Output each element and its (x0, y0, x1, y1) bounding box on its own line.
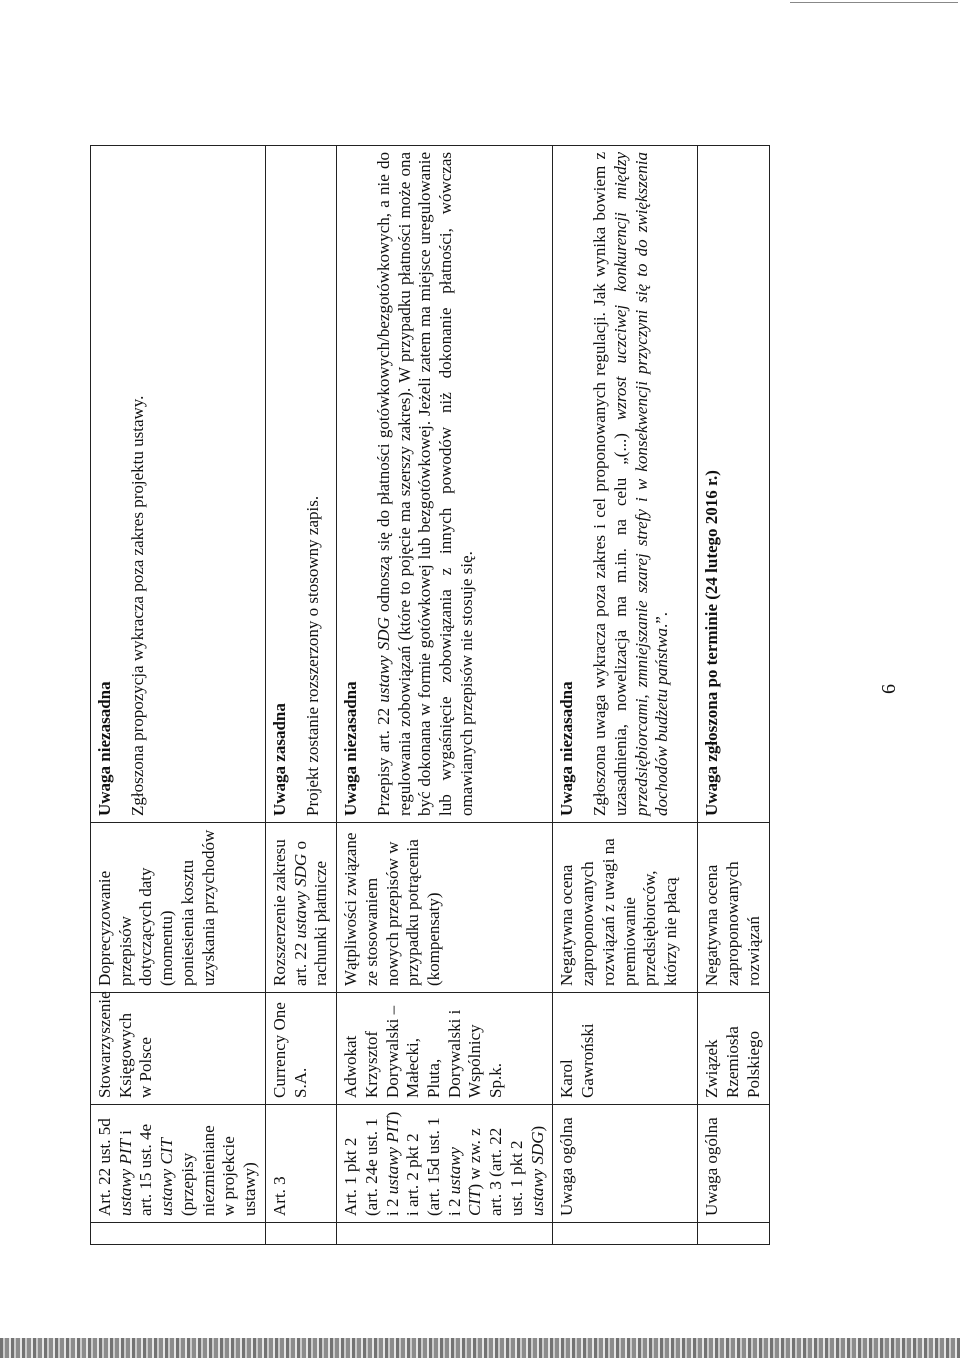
submitter-cell: Karol Gawroński (553, 993, 698, 1105)
scan-edge-line (790, 2, 958, 3)
text-fragment: ) (527, 1125, 547, 1132)
response-text (128, 396, 147, 816)
response-heading: Uwaga niezasadna (341, 681, 361, 816)
text-fragment: ustawy CIT (444, 1147, 485, 1216)
table-row (337, 146, 553, 1245)
text-fragment: ustawy PIT (382, 1117, 402, 1195)
text-fragment: i art. 15 ust. 4e (115, 1123, 156, 1216)
response-heading: Uwaga zgłoszona po terminie (24 lutego 2016 r.) (702, 470, 722, 816)
remark-cell: Negatywna ocena zaproponowanych rozwiązań z uwagi na premiowanie przedsiębiorców, którzy nie płacą (553, 823, 698, 993)
submitter-cell: Currency One S.A. (265, 993, 336, 1105)
text-fragment: ustawy SDG (527, 1131, 547, 1216)
row-number-cell (91, 1223, 266, 1245)
text-fragment: odnoszą się do płatności gotówkowych/bezgotówkowych, a nie do regulowania zobowiązań (które to pojęcie ma szerszy zakres). W przypadku płatności może ona być dokonana w formie gotówkowej lub bezgotówkowej. Jeżeli zatem ma miejsce uregulowanie lub wygaśnięcie zobowiązania z innych powodów niż dokonanie płatności, wówczas omawianych przepisów nie stosuje się. (373, 152, 476, 816)
text-fragment: Przepisy art. 22 (373, 702, 393, 816)
text-fragment: ustawy SDG (373, 617, 393, 703)
response-cell (265, 146, 336, 823)
response-heading: Uwaga niezasadna (557, 681, 577, 816)
remark-cell: Doprecyzowanie przepisów dotyczących daty (momentu) poniesienia kosztu uzyskania przychodów (91, 823, 266, 993)
rotated-table-container (90, 145, 763, 1245)
response-text (590, 152, 671, 816)
text-fragment: Zgłoszona uwaga wykracza poza zakres i cel proponowanych regulacji. Jak wynika bowiem z uzasadnienia, nowelizacja ma m.in. na celu „(...) (590, 152, 630, 816)
text-fragment: ) i art. 2 pkt 2 (art. 15d ust. 1 i 2 (382, 1111, 464, 1216)
row-number-cell (698, 1223, 769, 1245)
text-fragment: Art. 3 (269, 1176, 289, 1216)
response-cell (337, 146, 553, 823)
response-text (374, 152, 476, 816)
text-fragment: Art. 22 ust. 5d (95, 1118, 114, 1216)
response-heading: Uwaga niezasadna (95, 681, 114, 816)
row-number-cell (553, 1223, 698, 1245)
remarks-table (90, 145, 770, 1245)
text-fragment: Zgłoszona propozycja wykracza poza zakres projektu ustawy. (127, 395, 147, 816)
text-fragment: Rozszerzenie zakresu art. 22 (269, 839, 310, 986)
text-fragment: ) w zw. z art. 3 (art. 22 ust. 1 pkt 2 (465, 1127, 526, 1216)
text-fragment: Uwaga ogólna (702, 1117, 722, 1216)
text-fragment: Art. 1 pkt 2 (art. 24e ust. 1 i 2 (341, 1118, 402, 1216)
provision-cell (698, 1105, 769, 1223)
text-fragment: ustawy SDG (290, 853, 310, 939)
submitter-cell: Stowarzyszenie Księgowych w Polsce (91, 993, 266, 1105)
response-heading: Uwaga zasadna (269, 703, 289, 816)
provision-cell (553, 1105, 698, 1223)
response-text (303, 496, 322, 816)
text-fragment: ustawy PIT (115, 1139, 135, 1216)
text-fragment: Projekt zostanie rozszerzony o stosowny zapis. (302, 495, 322, 816)
text-fragment: o rachunki płatnicze (290, 841, 331, 986)
page-number: 6 (878, 684, 900, 694)
row-number-cell (337, 1223, 553, 1245)
response-cell (553, 146, 698, 823)
text-fragment: ustawy CIT (157, 1138, 177, 1216)
scan-artifact-strip (0, 1338, 960, 1358)
remark-cell: Wątpliwości związane ze stosowaniem nowych przepisów w przypadku potrącenia (kompensaty) (337, 823, 553, 993)
table-row (91, 146, 266, 1245)
text-fragment: wzrost uczciwej konkurencji między przedsiębiorcami, zmniejszanie szarej strefy i w konsekwencji przyczyni się to do zwiększenia dochodów budżetu państwa (610, 152, 672, 816)
response-cell (91, 146, 266, 823)
text-fragment: .”. (652, 612, 672, 629)
provision-cell (91, 1105, 266, 1223)
submitter-cell: Adwokat Krzysztof Dorywalski – Małecki, Pluta, Dorywalski i Wspólnicy Sp.k. (337, 993, 553, 1105)
table-row (265, 146, 336, 1245)
table-row (698, 146, 769, 1245)
text-fragment: (przepisy niezmieniane w projekcie ustawy) (177, 1125, 260, 1216)
submitter-cell: Związek Rzemiosła Polskiego (698, 993, 769, 1105)
provision-cell (265, 1105, 336, 1223)
row-number-cell (265, 1223, 336, 1245)
text-fragment: Uwaga ogólna (557, 1117, 577, 1216)
response-cell (698, 146, 769, 823)
provision-cell (337, 1105, 553, 1223)
remark-cell (265, 823, 336, 993)
remark-cell: Negatywna ocena zaproponowanych rozwiązań (698, 823, 769, 993)
table-row (553, 146, 698, 1245)
